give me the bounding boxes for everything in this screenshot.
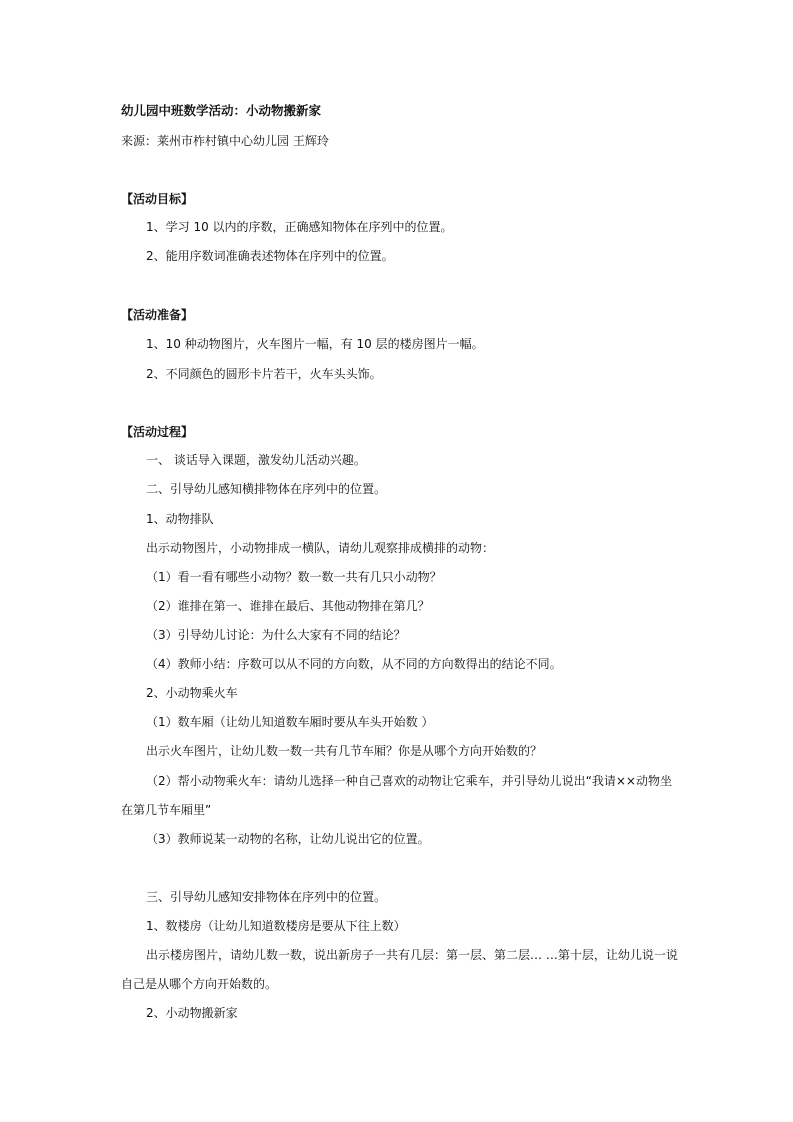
section-heading-process: 【活动过程】 [121, 425, 194, 439]
process-line: 1、数楼房（让幼儿知道数楼房是要从下往上数） [146, 919, 406, 933]
process-line: 一、 谈话导入课题，激发幼儿活动兴趣。 [146, 453, 366, 467]
prep-item: 1、10 种动物图片，火车图片一幅，有 10 层的楼房图片一幅。 [146, 337, 484, 351]
goal-item: 2、能用序数词准确表述物体在序列中的位置。 [146, 249, 394, 263]
section-heading-goals: 【活动目标】 [121, 192, 194, 206]
process-line: 出示火车图片，让幼儿数一数一共有几节车厢？你是从哪个方向开始数的？ [146, 744, 543, 758]
document-title: 幼儿园中班数学活动：小动物搬新家 [121, 103, 322, 118]
process-line: 出示楼房图片，请幼儿数一数，说出新房子一共有几层：第一层、第二层… …第十层，让幼儿说一说 [146, 948, 678, 962]
process-line: （4）教师小结：序数可以从不同的方向数，从不同的方向数得出的结论不同。 [146, 657, 562, 671]
process-line: （3）引导幼儿讨论：为什么大家有不同的结论？ [146, 628, 406, 642]
process-line: 2、小动物搬新家 [146, 1006, 238, 1020]
process-line: 在第几节车厢里” [121, 803, 212, 817]
process-line: 三、引导幼儿感知安排物体在序列中的位置。 [146, 890, 387, 904]
process-line: 出示动物图片，小动物排成一横队，请幼儿观察排成横排的动物： [146, 541, 495, 555]
process-line: （2）帮小动物乘火车：请幼儿选择一种自己喜欢的动物让它乘车，并引导幼儿说出“我请××动物坐 [146, 774, 672, 788]
process-line: （3）教师说某一动物的名称，让幼儿说出它的位置。 [146, 832, 430, 846]
process-line: 2、小动物乘火车 [146, 686, 238, 700]
process-line: （1）看一看有哪些小动物？数一数一共有几只小动物？ [146, 570, 442, 584]
process-line: 自己是从哪个方向开始数的。 [121, 977, 278, 991]
goal-item: 1、学习 10 以内的序数，正确感知物体在序列中的位置。 [146, 220, 453, 234]
process-line: （1）数车厢（让幼儿知道数车厢时要从车头开始数 ） [146, 715, 434, 729]
section-heading-prep: 【活动准备】 [121, 308, 194, 322]
process-line: 二、引导幼儿感知横排物体在序列中的位置。 [146, 482, 387, 496]
source-line: 来源：莱州市柞村镇中心幼儿园 王辉玲 [121, 134, 329, 148]
prep-item: 2、不同颜色的圆形卡片若干，火车头头饰。 [146, 367, 382, 381]
process-line: （2）谁排在第一、谁排在最后、其他动物排在第几？ [146, 599, 430, 613]
process-line: 1、动物排队 [146, 512, 214, 526]
